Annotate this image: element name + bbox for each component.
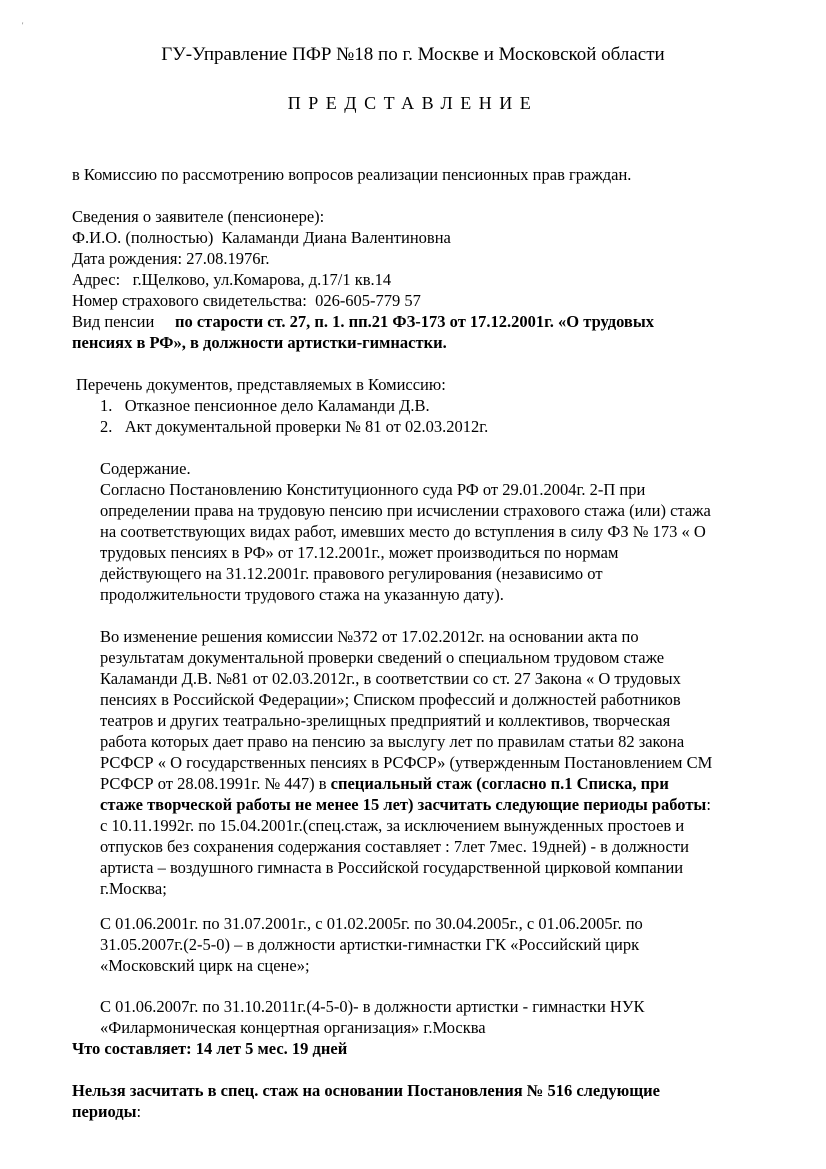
insurance-number: 026-605-779 57 <box>315 291 421 310</box>
exclusion-heading-text: периоды <box>72 1102 137 1121</box>
paragraph-text: : <box>706 795 711 814</box>
exclusion-heading-text: Нельзя засчитать в спец. стаж на основании Постановления № 516 следующие <box>72 1081 660 1100</box>
birth-date-label: Дата рождения: <box>72 249 183 268</box>
pension-label: Вид пенсии <box>72 312 155 331</box>
paragraph-line: результатам документальной проверки сведений о специальном трудовом стаже <box>100 648 665 667</box>
content-label: Содержание. <box>100 459 191 478</box>
document-heading: ПРЕДСТАВЛЕНИЕ <box>287 93 539 113</box>
paragraph-line: работа которых дает право на пенсию за выслугу лет по правилам статьи 82 закона <box>100 732 685 751</box>
insurance-label: Номер страхового свидетельства: <box>72 291 307 310</box>
paragraph-line: с 10.11.1992г. по 15.04.2001г.(спец.стаж, за исключением вынужденных простоев и <box>100 816 685 835</box>
address-label: Адрес: <box>72 270 121 289</box>
applicant-name: Каламанди Диана Валентиновна <box>221 228 451 247</box>
paragraph-text: РСФСР от 28.08.1991г. № 447) в <box>100 774 331 793</box>
birth-date-row <box>72 249 269 269</box>
document-item-text: Акт документальной проверки № 81 от 02.03.2012г. <box>124 417 489 436</box>
addressee-line: в Комиссию по рассмотрению вопросов реализации пенсионных прав граждан. <box>72 165 632 184</box>
paragraph-line: артиста – воздушного гимнаста в Российской государственной цирковой компании <box>100 858 684 877</box>
pension-type-row <box>72 312 654 332</box>
applicant-section-label: Сведения о заявителе (пенсионере): <box>72 207 325 226</box>
paragraph-line: действующего на 31.12.2001г. правового регулирования (независимо от <box>100 564 603 583</box>
applicant-name-row <box>72 228 451 248</box>
pension-type-continuation <box>72 333 447 353</box>
total-duration-text: Что составляет: 14 лет 5 мес. 19 дней <box>72 1039 348 1058</box>
paragraph-line: г.Москва; <box>100 879 167 898</box>
pension-type-value: по старости ст. 27, п. 1. пп.21 ФЗ-173 от 17.12.2001г. «О трудовых <box>174 312 654 331</box>
total-duration <box>72 1039 347 1059</box>
paragraph-line: 31.05.2007г.(2-5-0) – в должности артистки-гимнастки ГК «Российский цирк <box>100 935 640 954</box>
paragraph-line: Согласно Постановлению Конституционного суда РФ от 29.01.2004г. 2-П при <box>100 480 646 499</box>
paragraph-line: трудовых пенсиях в РФ» от 17.12.2001г., может производиться по нормам <box>100 543 619 562</box>
name-label: Ф.И.О. (полностью) <box>72 228 214 247</box>
paragraph-line: определении права на трудовую пенсию при исчислении страхового стажа (или) стажа <box>100 501 711 520</box>
exclusion-heading-tail: : <box>136 1102 142 1121</box>
document-item <box>100 396 430 416</box>
exclusion-heading <box>72 1081 660 1101</box>
paragraph-line: Каламанди Д.В. №81 от 02.03.2012г., в соответствии со ст. 27 Закона « О трудовых <box>100 669 681 688</box>
paragraph-line: пенсиях в Российской Федерации»; Списком профессий и должностей работников <box>100 690 681 709</box>
birth-date-value: 27.08.1976г. <box>186 249 270 268</box>
paragraph-line <box>100 795 711 815</box>
list-number: 2. <box>100 417 113 436</box>
paragraph-line: продолжительности трудового стажа на указанную дату). <box>100 585 504 604</box>
address-value: г.Щелково, ул.Комарова, д.17/1 кв.14 <box>132 270 392 289</box>
paragraph-line: театров и других театрально-зрелищных предприятий и коллективов, творческая <box>100 711 671 730</box>
organization-title: ГУ-Управление ПФР №18 по г. Москве и Московской области <box>161 44 665 65</box>
paragraph-line: РСФСР « О государственных пенсиях в РСФСР» (утвержденным Постановлением СМ <box>100 753 713 772</box>
exclusion-heading-continuation <box>72 1102 141 1122</box>
paragraph-bold-text: специальный стаж (согласно п.1 Списка, при <box>330 774 669 793</box>
paragraph-line: Во изменение решения комиссии №372 от 17.02.2012г. на основании акта по <box>100 627 639 646</box>
documents-label: Перечень документов, представляемых в Комиссию: <box>76 375 446 394</box>
document-item-text: Отказное пенсионное дело Каламанди Д.В. <box>124 396 430 415</box>
paragraph-line: «Московский цирк на сцене»; <box>100 956 310 975</box>
paragraph-line: на соответствующих видах работ, имевших место до вступления в силу ФЗ № 173 « О <box>100 522 706 541</box>
paragraph-line: «Филармоническая концертная организация» г.Москва <box>100 1018 486 1037</box>
document-item <box>100 417 488 437</box>
list-number: 1. <box>100 396 113 415</box>
pension-type-value-cont: пенсиях в РФ», в должности артистки-гимнастки. <box>72 333 447 352</box>
paragraph-line: отпусков без сохранения содержания составляет : 7лет 7мес. 19дней) - в должности <box>100 837 689 856</box>
paragraph-bold-text: стаже творческой работы не менее 15 лет) засчитать следующие периоды работы <box>100 795 707 814</box>
insurance-row <box>72 291 421 311</box>
paragraph-line: С 01.06.2007г. по 31.10.2011г.(4-5-0)- в должности артистки - гимнастки НУК <box>100 997 645 1016</box>
address-row <box>72 270 391 290</box>
paragraph-line <box>100 774 669 794</box>
paragraph-line: С 01.06.2001г. по 31.07.2001г., с 01.02.2005г. по 30.04.2005г., с 01.06.2005г. по <box>100 914 643 933</box>
corner-mark: ' <box>22 21 24 30</box>
